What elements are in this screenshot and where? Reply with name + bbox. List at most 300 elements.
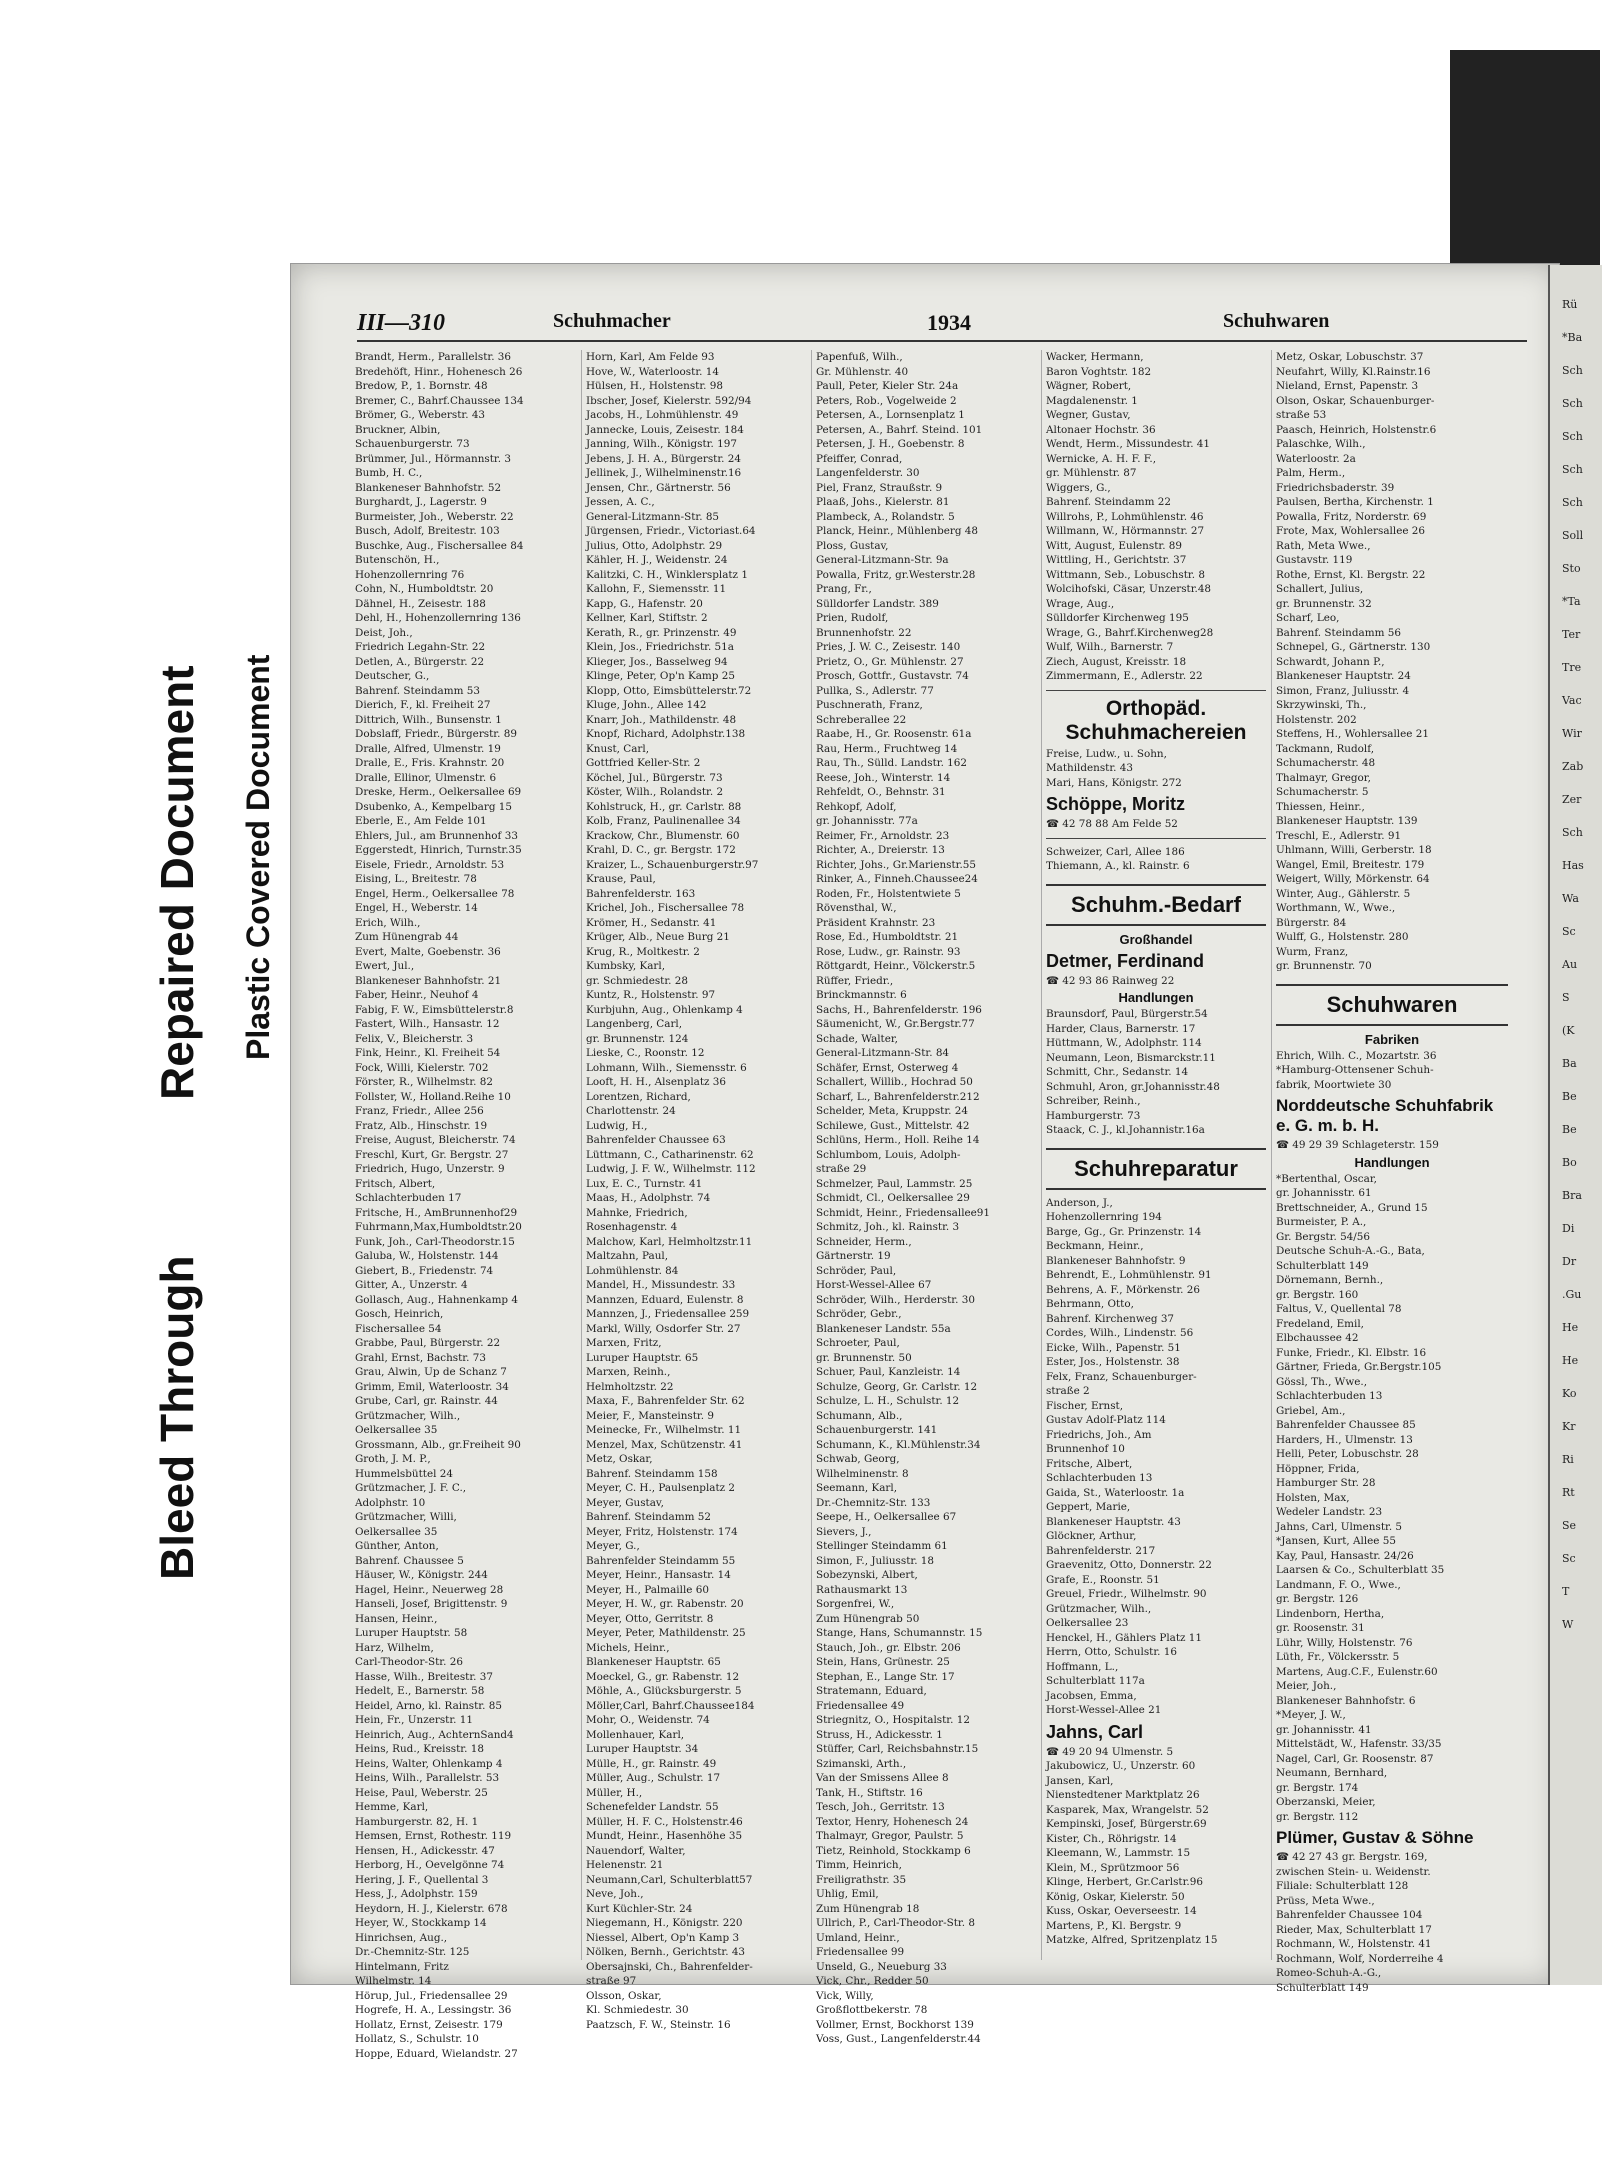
directory-entry: Müller, H. F. C., Holstenstr.46 <box>586 1815 743 1828</box>
adjacent-page-fragment: (K <box>1562 1024 1575 1037</box>
directory-entry: Dörnemann, Bernh., <box>1276 1274 1384 1286</box>
directory-entry: Faber, Heinr., Neuhof 4 <box>355 989 479 1001</box>
directory-entry: Meier, F., Mansteinstr. 9 <box>586 1409 714 1422</box>
divider <box>1046 838 1266 839</box>
adjacent-page-fragment: Has <box>1562 859 1584 872</box>
directory-entry: Heinrich, Aug., AchternSand4 <box>355 1728 514 1741</box>
directory-entry: Bumb, H. C., <box>355 467 423 479</box>
directory-entry: Vick, Chr., Redder 50 <box>816 1975 929 1987</box>
directory-entry: Mari, Hans, Königstr. 272 <box>1046 776 1182 789</box>
directory-entry: Greuel, Friedr., Wilhelmstr. 90 <box>1046 1588 1207 1600</box>
directory-entry: Planck, Heinr., Mühlenberg 48 <box>816 525 979 537</box>
adjacent-page-fragment: S <box>1562 991 1570 1004</box>
directory-entry: Schauenburgerstr. 141 <box>816 1424 938 1436</box>
directory-entry: Grützmacher, J. F. C., <box>355 1482 467 1494</box>
directory-entry: Hamburger Str. 28 <box>1276 1477 1376 1489</box>
directory-entry: Markl, Willy, Osdorfer Str. 27 <box>586 1322 741 1335</box>
adjacent-page-fragment: Di <box>1562 1222 1575 1235</box>
subheading-grosshandel: Großhandel <box>1119 931 1193 947</box>
directory-entry: Kellner, Karl, Stiftstr. 2 <box>586 612 708 624</box>
directory-entry: Deutscher, G., <box>355 670 430 682</box>
directory-entry: Steffens, H., Wohlersallee 21 <box>1276 728 1429 740</box>
directory-entry: Klinge, Peter, Op'n Kamp 25 <box>586 670 735 682</box>
directory-entry: Fischer, Ernst, <box>1046 1399 1124 1412</box>
adjacent-page-fragment: *Ba <box>1562 331 1583 344</box>
directory-entry: Wulff, G., Holstenstr. 280 <box>1276 931 1409 943</box>
page-header <box>357 310 1527 340</box>
directory-entry: Giebert, B., Friedenstr. 74 <box>355 1264 494 1277</box>
directory-entry: Buschke, Aug., Fischersallee 84 <box>355 539 524 552</box>
directory-entry: Bahrenfelder Chaussee 85 <box>1276 1419 1416 1431</box>
directory-entry: Freise, August, Bleicherstr. 74 <box>355 1134 516 1146</box>
directory-entry: Eggerstedt, Hinrich, Turnstr.35 <box>355 844 522 856</box>
directory-entry: Grahl, Ernst, Bachstr. 73 <box>355 1351 486 1364</box>
directory-entry: Brandt, Herm., Parallelstr. 36 <box>355 351 512 363</box>
directory-entry: Skrzywinski, Th., <box>1276 699 1367 711</box>
directory-entry: Behrmann, Otto, <box>1046 1298 1134 1310</box>
header-right-title: Schuhwaren <box>1223 310 1330 332</box>
directory-entry: *Hamburg-Ottensener Schuh- <box>1276 1064 1434 1076</box>
directory-entry: Schmidt, Cl., Oelkersallee 29 <box>816 1192 970 1204</box>
directory-entry: Powalla, Fritz, Norderstr. 69 <box>1276 510 1427 523</box>
ad-detmer-phone: ☎ 42 93 86 Rainweg 22 <box>1046 974 1175 987</box>
directory-entry: Reimer, Fr., Arnoldstr. 23 <box>816 829 950 842</box>
directory-entry: Brettschneider, A., Grund 15 <box>1276 1201 1428 1214</box>
adjacent-page-fragment: Sch <box>1562 364 1583 377</box>
directory-entry: Krause, Paul, <box>586 873 656 885</box>
directory-entry: Köster, Wilh., Rolandstr. 2 <box>586 786 724 798</box>
directory-entry: Willrohs, P., Lohmühlenstr. 46 <box>1046 510 1204 523</box>
directory-entry: Neumann, Leon, Bismarckstr.11 <box>1046 1051 1216 1064</box>
directory-entry: Herborg, H., Oevelgönne 74 <box>355 1859 505 1871</box>
header-rule <box>357 340 1527 342</box>
document-labels <box>140 654 300 1580</box>
directory-entry: Müller, Aug., Schulstr. 17 <box>586 1772 721 1784</box>
directory-entry: Kurbjuhn, Aug., Ohlenkamp 4 <box>586 1003 743 1016</box>
directory-entry: *Bertenthal, Oscar, <box>1276 1172 1377 1185</box>
directory-entry: Jebens, J. H. A., Bürgerstr. 24 <box>586 452 742 465</box>
adjacent-page-fragment: Au <box>1562 958 1578 971</box>
directory-entry: Metz, Oskar, <box>586 1453 653 1465</box>
directory-entry: Friedrich, Hugo, Unzerstr. 9 <box>355 1163 505 1175</box>
directory-entry: Wittmann, Seb., Lobuschstr. 8 <box>1046 568 1205 581</box>
directory-entry: Paull, Peter, Kieler Str. 24a <box>816 380 959 392</box>
directory-entry: Fratz, Alb., Hinschstr. 19 <box>355 1119 488 1132</box>
adjacent-page-fragment: Sch <box>1562 496 1583 509</box>
directory-entry: Meyer, H., Palmaille 60 <box>586 1583 709 1596</box>
directory-entry: straße 53 <box>1276 409 1327 421</box>
directory-entry: Schulterblatt 149 <box>1276 1981 1369 1994</box>
directory-entry: Kister, Ch., Röhrigstr. 14 <box>1046 1832 1177 1845</box>
directory-entry: *Jansen, Kurt, Allee 55 <box>1276 1535 1396 1547</box>
directory-entry: Zum Hünengrab 18 <box>816 1902 920 1915</box>
adjacent-page-fragment: Bra <box>1562 1189 1582 1202</box>
directory-entry: Schelder, Meta, Kruppstr. 24 <box>816 1105 968 1117</box>
directory-entry: Jannecke, Louis, Zeisestr. 184 <box>586 423 744 436</box>
directory-entry: Krahl, D. C., gr. Bergstr. 172 <box>586 844 736 856</box>
directory-entry: Paasch, Heinrich, Holstenstr.6 <box>1276 423 1437 436</box>
directory-entry: Meyer, Fritz, Holstenstr. 174 <box>586 1525 738 1538</box>
directory-entry: Fritsche, H., AmBrunnenhof29 <box>355 1206 518 1219</box>
directory-entry: gr. Brunnenstr. 124 <box>586 1032 689 1045</box>
adjacent-page-fragment: Tre <box>1562 661 1582 674</box>
directory-entry: Helli, Peter, Lobuschstr. 28 <box>1276 1448 1419 1460</box>
directory-entry: zwischen Stein- u. Weidenstr. <box>1276 1865 1431 1878</box>
directory-entry: Hinrichsen, Aug., <box>355 1931 448 1944</box>
directory-entry: Kraizer, L., Schauenburgerstr.97 <box>586 858 759 871</box>
directory-entry: Schweizer, Carl, Allee 186 <box>1046 845 1185 858</box>
directory-entry: Schumann, Alb., <box>816 1409 903 1422</box>
directory-entry: General-Litzmann-Str. 9a <box>816 554 949 566</box>
directory-entry: Jahns, Carl, Ulmenstr. 5 <box>1276 1520 1403 1533</box>
directory-entry: Stratemann, Eduard, <box>816 1685 927 1697</box>
directory-entry: Rothe, Ernst, Kl. Bergstr. 22 <box>1276 568 1426 581</box>
directory-entry: Friedensallee 99 <box>816 1946 905 1958</box>
directory-entry: Frote, Max, Wohlersallee 26 <box>1276 525 1426 537</box>
directory-entry: Schwab, Georg, <box>816 1453 900 1465</box>
directory-entry: Schmidt, Heinr., Friedensallee91 <box>816 1206 991 1219</box>
directory-entry: Stüffer, Carl, Reichsbahnstr.15 <box>816 1743 979 1755</box>
directory-entry: Magdalenenstr. 1 <box>1046 394 1138 407</box>
directory-entry: Sülldorfer Landstr. 389 <box>816 597 939 610</box>
directory-entry: Roden, Fr., Holstentwiete 5 <box>816 887 961 900</box>
directory-entry: Bredehöft, Hinr., Hohenesch 26 <box>355 365 523 378</box>
directory-entry: Rose, Ed., Humboldtstr. 21 <box>816 931 959 943</box>
directory-entry: Rehfeldt, O., Behnstr. 31 <box>816 786 946 798</box>
directory-entry: Niessel, Albert, Op'n Kamp 3 <box>586 1931 740 1944</box>
directory-entry: Braunsdorf, Paul, Bürgerstr.54 <box>1046 1008 1208 1020</box>
directory-entry: Glöckner, Arthur, <box>1046 1530 1137 1542</box>
directory-entry: Worthmann, W., Wwe., <box>1276 902 1396 914</box>
directory-entry: gr. Bergstr. 160 <box>1276 1288 1359 1301</box>
directory-entry: Michels, Heinr., <box>586 1641 670 1654</box>
directory-entry: Funk, Joh., Carl-Theodorstr.15 <box>355 1235 515 1248</box>
directory-entry: Hansen, Heinr., <box>355 1612 438 1625</box>
directory-entry: Thalmayr, Gregor, <box>1276 771 1371 784</box>
directory-entry: Mannzen, Eduard, Eulenstr. 8 <box>586 1293 744 1306</box>
directory-entry: Martens, Aug.C.F., Eulenstr.60 <box>1276 1665 1438 1678</box>
directory-entry: Krackow, Chr., Blumenstr. 60 <box>586 829 740 842</box>
directory-entry: Mandel, H., Missundestr. 33 <box>586 1279 736 1291</box>
directory-entry: Blankeneser Bahnhofstr. 6 <box>1276 1694 1416 1707</box>
directory-entry: Dierich, F., kl. Freiheit 27 <box>355 699 491 711</box>
directory-entry: Bahrenfelder Steindamm 55 <box>586 1554 736 1567</box>
directory-entry: Bahrenf. Steindamm 56 <box>1276 626 1401 639</box>
directory-entry: Möhle, A., Glücksburgerstr. 5 <box>586 1685 742 1697</box>
directory-entry: Romeo-Schuh-A.-G., <box>1276 1967 1382 1979</box>
column-5 <box>1271 350 1512 1994</box>
directory-entry: Meyer, H. W., gr. Rabenstr. 20 <box>586 1598 744 1610</box>
directory-entry: Marxen, Reinh., <box>586 1366 671 1378</box>
directory-entry: Horn, Karl, Am Felde 93 <box>586 351 715 363</box>
directory-entry: Friedrichsbaderstr. 39 <box>1276 481 1395 494</box>
adjacent-page-fragment: Ko <box>1562 1387 1577 1400</box>
directory-entry: Thalmayr, Gregor, Paulstr. 5 <box>816 1830 964 1842</box>
adjacent-page-fragment: Bo <box>1562 1156 1577 1169</box>
directory-entry: Kuntz, R., Holstenstr. 97 <box>586 989 716 1001</box>
directory-entry: Schmuhl, Aron, gr.Johannisstr.48 <box>1046 1080 1220 1093</box>
directory-entry: Rövensthal, W., <box>816 902 897 914</box>
directory-entry: Carl-Theodor-Str. 26 <box>355 1656 463 1668</box>
directory-entry: Treschl, E., Adlerstr. 91 <box>1276 829 1402 842</box>
directory-entry: Meyer, G., <box>586 1540 640 1552</box>
directory-entry: Beckmann, Heinr., <box>1046 1240 1144 1252</box>
directory-entry: Hüttmann, W., Adolphstr. 114 <box>1046 1037 1202 1049</box>
directory-entry: Marxen, Fritz, <box>586 1337 662 1349</box>
directory-entry: Herrn, Otto, Schulstr. 16 <box>1046 1646 1177 1658</box>
directory-entry: Eising, L., Breitestr. 78 <box>355 873 477 885</box>
directory-entry: Gustav Adolf-Platz 114 <box>1046 1414 1166 1426</box>
directory-entry: Hollatz, S., Schulstr. 10 <box>355 2033 479 2045</box>
directory-entry: Bruckner, Albin, <box>355 423 441 436</box>
directory-entry: Blankeneser Hauptstr. 139 <box>1276 815 1418 827</box>
directory-entry: Luruper Hauptstr. 34 <box>586 1743 699 1755</box>
directory-entry: Schlachterbuden 17 <box>355 1192 462 1204</box>
adjacent-page-fragment: He <box>1562 1321 1579 1334</box>
directory-entry: Plambeck, A., Rolandstr. 5 <box>816 510 955 523</box>
adjacent-page-fragment: Rü <box>1562 298 1578 311</box>
directory-entry: Groth, J. M. P., <box>355 1453 431 1465</box>
directory-entry: Scharf, Leo, <box>1276 612 1340 624</box>
directory-entry: Baron Voghtstr. 182 <box>1046 365 1152 378</box>
directory-entry: Striegnitz, O., Hospitalstr. 12 <box>816 1714 970 1726</box>
directory-entry: Schallert, Willib., Hochrad 50 <box>816 1076 973 1088</box>
adjacent-page-fragment: Sch <box>1562 826 1583 839</box>
directory-entry: Kempinski, Josef, Bürgerstr.69 <box>1046 1818 1207 1830</box>
directory-entry: Hedelt, E., Barnerstr. 58 <box>355 1685 485 1697</box>
directory-entry: Kerath, R., gr. Prinzenstr. 49 <box>586 626 737 639</box>
directory-entry: gr. Johannisstr. 77a <box>816 815 918 827</box>
directory-entry: Follster, W., Holland.Reihe 10 <box>355 1090 511 1103</box>
directory-entry: Mittelstädt, W., Hafenstr. 33/35 <box>1276 1738 1442 1750</box>
directory-entry: Behrens, A. F., Mörkenstr. 26 <box>1046 1283 1200 1296</box>
directory-entry: Bahrenfelderstr. 163 <box>586 887 696 900</box>
directory-entry: Hoffmann, L., <box>1046 1660 1119 1673</box>
directory-entry: Hollatz, Ernst, Zeisestr. 179 <box>355 2018 503 2031</box>
directory-entry: Plaaß, Johs., Kielerstr. 81 <box>816 496 950 508</box>
directory-entry: Rathausmarkt 13 <box>816 1583 908 1596</box>
directory-entry: Bahrenf. Kirchenweg 37 <box>1046 1312 1175 1325</box>
directory-entry: Schroeter, Paul, <box>816 1337 900 1349</box>
directory-entry: Mannzen, J., Friedensallee 259 <box>586 1308 750 1320</box>
directory-entry: Pullka, S., Adlerstr. 77 <box>816 684 934 697</box>
directory-entry: Filiale: Schulterblatt 128 <box>1276 1880 1409 1892</box>
directory-entry: Meier, Joh., <box>1276 1680 1337 1692</box>
directory-entry: Rosenhagenstr. 4 <box>586 1221 678 1233</box>
directory-entry: Mahnke, Friedrich, <box>586 1206 688 1219</box>
adjacent-page-fragment: Zab <box>1562 760 1584 773</box>
directory-entry: Maxa, F., Bahrenfelder Str. 62 <box>586 1395 745 1407</box>
directory-entry: Blankeneser Hauptstr. 43 <box>1046 1515 1181 1528</box>
directory-entry: Sobezynski, Albert, <box>816 1569 918 1581</box>
directory-entry: Höppner, Frida, <box>1276 1462 1360 1475</box>
directory-entry: Schulterblatt 117a <box>1046 1675 1145 1687</box>
adjacent-page-fragment: Be <box>1562 1123 1577 1136</box>
directory-entry: Gr. Mühlenstr. 40 <box>816 365 909 378</box>
directory-entry: Gr. Bergstr. 54/56 <box>1276 1230 1371 1243</box>
label-plastic-covered: Plastic Covered Document <box>240 654 276 1060</box>
directory-entry: Gollasch, Aug., Hahnenkamp 4 <box>355 1293 518 1306</box>
directory-entry: Maas, H., Adolphstr. 74 <box>586 1192 711 1204</box>
directory-entry: Ester, Jos., Holstenstr. 38 <box>1046 1356 1180 1368</box>
column-2 <box>581 350 810 2031</box>
directory-entry: Deutsche Schuh-A.-G., Bata, <box>1276 1245 1425 1257</box>
directory-entry: Adolphstr. 10 <box>355 1496 426 1509</box>
directory-entry: Barge, Gg., Gr. Prinzenstr. 14 <box>1046 1225 1202 1238</box>
adjacent-page-fragment: Wir <box>1562 727 1582 740</box>
directory-entry: Lühr, Willy, Holstenstr. 76 <box>1276 1636 1413 1649</box>
adjacent-page-fragment: Zer <box>1562 793 1582 806</box>
directory-entry: Mohr, O., Weidenstr. 74 <box>586 1714 710 1726</box>
directory-entry: Ziech, August, Kreisstr. 18 <box>1046 655 1187 668</box>
directory-entry: Heins, Wilh., Parallelstr. 53 <box>355 1772 500 1784</box>
directory-entry: Helmholtzstr. 22 <box>586 1380 674 1393</box>
directory-entry: Stephan, E., Lange Str. 17 <box>816 1670 955 1683</box>
directory-entry: Friedrich Legahn-Str. 22 <box>355 641 486 653</box>
directory-entry: Zimmermann, E., Adlerstr. 22 <box>1046 670 1203 682</box>
ad-schoeppe-name: Schöppe, Moritz <box>1046 794 1185 814</box>
directory-entry: Hanseli, Josef, Brigittenstr. 9 <box>355 1598 508 1610</box>
adjacent-page-fragment: Sto <box>1562 562 1581 575</box>
directory-entry: Bahrenf. Steindamm 158 <box>586 1467 718 1480</box>
directory-entry: Dralle, Alfred, Ulmenstr. 19 <box>355 742 501 755</box>
directory-entry: Bürgerstr. 84 <box>1276 916 1347 929</box>
directory-entry: Olson, Oskar, Schauenburger- <box>1276 394 1435 407</box>
directory-entry: Schumacherstr. 5 <box>1276 786 1369 798</box>
directory-entry: Felx, Franz, Schauenburger- <box>1046 1370 1197 1383</box>
directory-entry: Blankeneser Bahnhofstr. 52 <box>355 481 502 494</box>
directory-entry: Szimanski, Arth., <box>816 1757 907 1770</box>
directory-entry: Krömer, H., Sedanstr. 41 <box>586 916 717 929</box>
directory-entry: gr. Johannisstr. 61 <box>1276 1187 1372 1199</box>
directory-entry: Wernicke, A. H. F. F., <box>1046 452 1157 465</box>
directory-entry: gr. Brunnenstr. 32 <box>1276 597 1372 610</box>
directory-entry: Martens, P., Kl. Bergstr. 9 <box>1046 1919 1182 1932</box>
directory-entry: Kleemann, W., Lammstr. 15 <box>1046 1847 1191 1859</box>
directory-entry: Textor, Henry, Hohenesch 24 <box>816 1815 969 1828</box>
directory-entry: Schwardt, Johann P., <box>1276 655 1385 668</box>
ad-detmer-name: Detmer, Ferdinand <box>1046 950 1205 971</box>
directory-entry: Hess, J., Adolphstr. 159 <box>355 1888 478 1900</box>
directory-entry: gr. Brunnenstr. 50 <box>816 1351 912 1364</box>
directory-entry: Schnepel, G., Gärtnerstr. 130 <box>1276 641 1431 653</box>
directory-entry: Schumacherstr. 48 <box>1276 757 1376 769</box>
directory-entry: Wangel, Emil, Breitestr. 179 <box>1276 858 1425 871</box>
directory-entry: Uhlmann, Willi, Gerberstr. 18 <box>1276 844 1432 856</box>
directory-entry: Fischersallee 54 <box>355 1322 442 1335</box>
divider <box>1046 690 1266 691</box>
directory-entry: Faltus, V., Quellental 78 <box>1276 1303 1402 1315</box>
directory-entry: Hummelsbüttel 24 <box>355 1467 453 1480</box>
directory-entry: Schauenburgerstr. 73 <box>355 438 470 450</box>
directory-entry: Hoppe, Eduard, Wielandstr. 27 <box>355 2047 518 2060</box>
directory-entry: Nölken, Bernh., Gerichtstr. 43 <box>586 1946 746 1958</box>
directory-entry: Rose, Ludw., gr. Rainstr. 93 <box>816 945 961 958</box>
directory-entry: Schreiber, Reinh., <box>1046 1095 1141 1107</box>
directory-entry: Klinge, Herbert, Gr.Carlstr.96 <box>1046 1876 1203 1888</box>
directory-entry: Ludwig, H., <box>586 1119 648 1132</box>
directory-entry: Fuhrmann,Max,Humboldtstr.20 <box>355 1221 522 1233</box>
directory-entry: Luruper Hauptstr. 58 <box>355 1627 468 1639</box>
directory-entry: Detlen, A., Bürgerstr. 22 <box>355 655 485 668</box>
directory-entry: Ehlers, Jul., am Brunnenhof 33 <box>355 829 518 842</box>
directory-entry: Busch, Adolf, Breitestr. 103 <box>355 525 500 537</box>
directory-entry: Lohmann, Wilh., Siemensstr. 6 <box>586 1061 747 1074</box>
section-schuhwaren: Schuhwaren <box>1276 984 1508 1026</box>
directory-entry: Hein, Fr., Unzerstr. 11 <box>355 1714 473 1726</box>
adjacent-page-fragment: Se <box>1562 1519 1577 1532</box>
directory-entry: Förster, R., Wilhelmstr. 82 <box>355 1076 494 1088</box>
directory-entry: Franz, Friedr., Allee 256 <box>355 1105 484 1117</box>
directory-entry: Charlottenstr. 24 <box>586 1105 676 1117</box>
directory-entry: Jürgensen, Friedr., Victoriast.64 <box>586 525 756 537</box>
directory-entry: Kähler, H. J., Weidenstr. 24 <box>586 554 728 566</box>
directory-entry: Bahrenf. Steindamm 53 <box>355 684 480 697</box>
directory-entry: Schlachterbuden 13 <box>1276 1390 1383 1402</box>
directory-entry: Lindenborn, Hertha, <box>1276 1607 1385 1620</box>
adjacent-page-fragment: Wa <box>1562 892 1579 905</box>
directory-entry: Gärtner, Frieda, Gr.Bergstr.105 <box>1276 1361 1442 1373</box>
directory-entry: Krichel, Joh., Fischersallee 78 <box>586 902 745 914</box>
directory-entry: Papenfuß, Wilh., <box>816 351 903 363</box>
directory-entry: Schilewe, Gust., Mittelstr. 42 <box>816 1119 970 1132</box>
directory-entry: Gottfried Keller-Str. 2 <box>586 757 701 769</box>
directory-entry: Schenefelder Landstr. 55 <box>586 1801 719 1813</box>
directory-entry: Grabbe, Paul, Bürgerstr. 22 <box>355 1337 501 1349</box>
directory-entry: straße 2 <box>1046 1385 1090 1397</box>
directory-entry: Dittrich, Wilh., Bunsenstr. 1 <box>355 713 502 726</box>
header-left-title: Schuhmacher <box>553 310 671 332</box>
directory-entry: Hohenzollernring 76 <box>355 568 465 581</box>
directory-entry: Meyer, Heinr., Hansastr. 14 <box>586 1569 731 1581</box>
directory-entry: Hensen, H., Adickesstr. 47 <box>355 1844 495 1857</box>
directory-entry: Wittling, H., Gerichtstr. 37 <box>1046 554 1187 566</box>
adjacent-page-fragment: Sch <box>1562 463 1583 476</box>
directory-entry: Tackmann, Rudolf, <box>1276 742 1374 755</box>
directory-entry: Langenfelderstr. 30 <box>816 467 920 479</box>
directory-entry: Klieger, Jos., Basselweg 94 <box>586 655 728 668</box>
directory-entry: Kolb, Franz, Paulinenallee 34 <box>586 815 741 827</box>
directory-entry: Stellinger Steindamm 61 <box>816 1540 948 1552</box>
directory-entry: Neumann,Carl, Schulterblatt57 <box>586 1873 753 1886</box>
directory-entry: Schmitz, Joh., kl. Rainstr. 3 <box>816 1221 960 1233</box>
directory-entry: Krüger, Alb., Neue Burg 21 <box>586 931 730 943</box>
directory-entry: Kalitzki, C. H., Winklersplatz 1 <box>586 568 748 581</box>
directory-entry: Schumann, K., Kl.Mühlenstr.34 <box>816 1438 981 1451</box>
directory-entry: Hemsen, Ernst, Rothestr. 119 <box>355 1830 512 1842</box>
directory-entry: Eberle, E., Am Felde 101 <box>355 815 487 827</box>
directory-entry: Henckel, H., Gählers Platz 11 <box>1046 1631 1203 1644</box>
directory-entry: Knarr, Joh., Mathildenstr. 48 <box>586 713 737 726</box>
directory-entry: Fritsche, Albert, <box>1046 1457 1133 1470</box>
directory-entry: Lorentzen, Richard, <box>586 1090 691 1103</box>
directory-entry: Looft, H. H., Alsenplatz 36 <box>586 1076 727 1088</box>
directory-entry: Richter, A., Dreierstr. 13 <box>816 844 945 856</box>
directory-entry: Stauch, Joh., gr. Elbstr. 206 <box>816 1641 961 1654</box>
directory-entry: gr. Schmiedestr. 28 <box>586 974 688 987</box>
directory-entry: Hülsen, H., Holstenstr. 98 <box>586 380 723 392</box>
directory-entry: Niegemann, H., Königstr. 220 <box>586 1917 743 1929</box>
directory-entry: Meyer, Gustav, <box>586 1496 664 1509</box>
ad-orthopaedic-title: Orthopäd. Schuhmachereien <box>1065 696 1247 744</box>
directory-entry: Fabig, F. W., Eimsbüttelerstr.8 <box>355 1003 514 1016</box>
directory-entry: Bahrenfelder Chaussee 104 <box>1276 1909 1423 1921</box>
directory-entry: Burmeister, P. A., <box>1276 1216 1367 1228</box>
directory-entry: straße 29 <box>816 1163 867 1175</box>
directory-entry: Palm, Herm., <box>1276 467 1346 479</box>
directory-entry: Rieder, Max, Schulterblatt 17 <box>1276 1923 1432 1936</box>
directory-entry: Bredow, P., 1. Bornstr. 48 <box>355 380 488 392</box>
